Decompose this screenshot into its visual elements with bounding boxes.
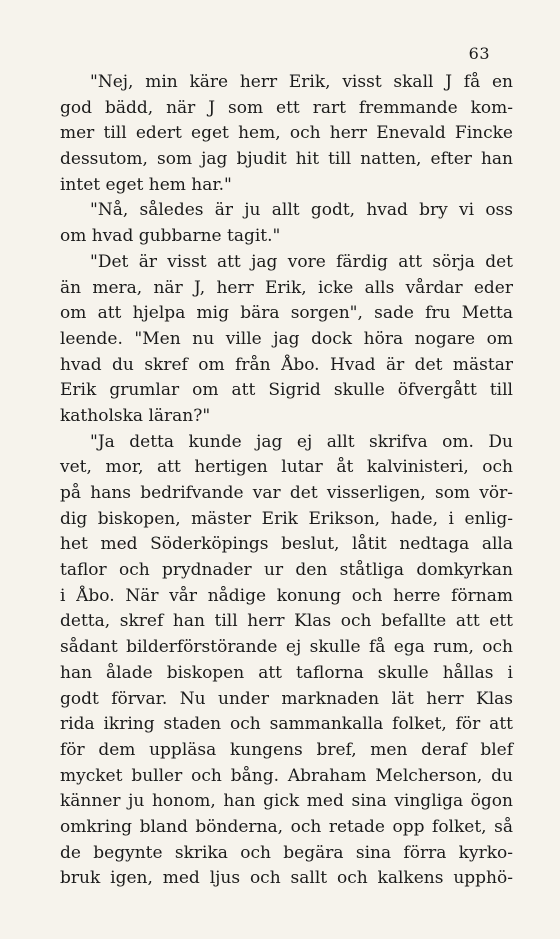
text-line: mycket buller och bång. Abraham Melcherson, du	[60, 765, 513, 786]
text-line: dessutom, som jag bjudit hit till natten, efter han	[60, 149, 513, 170]
text-line: mer till edert eget hem, och herr Enevald Fincke	[60, 123, 513, 144]
text-line: god bädd, när J som ett rart fremmande kom-	[60, 97, 513, 118]
text-line: han ålade biskopen att taflorna skulle hållas i	[60, 662, 513, 683]
text-line: för dem uppläsa kungens bref, men deraf blef	[60, 739, 513, 760]
text-line: sådant bilderförstörande ej skulle få ega rum, och	[60, 637, 513, 658]
text-line: "Nej, min käre herr Erik, visst skall J få en	[90, 72, 513, 92]
text-line: dig biskopen, mäster Erik Erikson, hade, i enlig-	[60, 508, 513, 529]
text-line: vet, mor, att hertigen lutar åt kalvinisteri, och	[60, 457, 513, 478]
text-line: godt förvar. Nu under marknaden lät herr Klas	[60, 688, 513, 709]
text-line: känner ju honom, han gick med sina vingliga ögon	[60, 791, 513, 812]
text-line: leende. "Men nu ville jag dock höra nogare om	[60, 328, 513, 349]
text-line: rida ikring staden och sammankalla folket, för att	[60, 714, 513, 735]
body-text	[60, 70, 513, 892]
page-number: 63	[468, 44, 490, 63]
text-line: om hvad gubbarne tagit."	[60, 226, 281, 247]
text-line: taflor och prydnader ur den ståtliga domkyrkan	[60, 560, 513, 581]
text-line: Erik grumlar om att Sigrid skulle öfvergått till	[60, 380, 513, 401]
text-line: "Nå, således är ju allt godt, hvad bry vi oss	[90, 200, 513, 221]
text-line: omkring bland bönderna, och retade opp folket, så	[60, 816, 513, 837]
text-line: het med Söderköpings beslut, låtit nedtaga alla	[60, 534, 513, 555]
text-line: detta, skref han till herr Klas och befallte att ett	[60, 611, 513, 632]
text-line: katholska läran?"	[60, 405, 211, 426]
text-line: intet eget hem har."	[60, 174, 232, 195]
text-line: "Ja detta kunde jag ej allt skrifva om. Du	[90, 431, 513, 452]
text-line: hvad du skref om från Åbo. Hvad är det mästar	[60, 354, 513, 375]
text-line: bruk igen, med ljus och sallt och kalkens upphö-	[60, 868, 513, 889]
text-line: på hans bedrifvande var det visserligen, som vör-	[60, 483, 513, 503]
text-line: om att hjelpa mig bära sorgen", sade fru Metta	[60, 303, 513, 324]
text-line: i Åbo. När vår nådige konung och herre förnam	[60, 585, 513, 606]
text-line: "Det är visst att jag vore färdig att sörja det	[90, 251, 513, 272]
text-line: än mera, när J, herr Erik, icke alls vårdar eder	[60, 277, 513, 298]
text-line: de begynte skrika och begära sina förra kyrko-	[60, 842, 513, 863]
